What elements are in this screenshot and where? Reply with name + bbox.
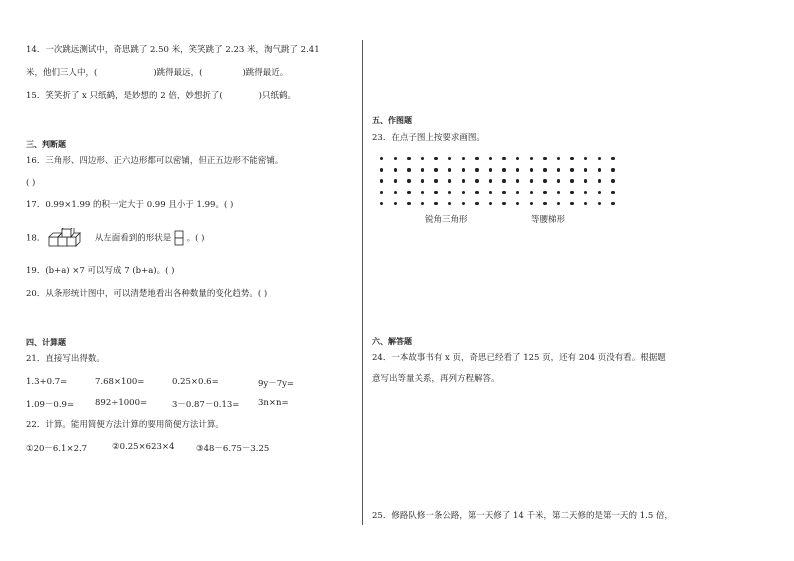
grid-dot <box>407 179 410 182</box>
grid-dot <box>448 179 451 182</box>
grid-dot <box>598 191 601 194</box>
q14-text-b: )跳得最远，( <box>153 68 203 78</box>
grid-dot <box>584 202 587 205</box>
grid-dot <box>502 191 505 194</box>
grid-dot <box>380 202 383 205</box>
grid-dot <box>394 191 397 194</box>
grid-dot <box>598 179 601 182</box>
grid-dot <box>611 191 614 194</box>
question-17: 17．0.99×1.99 的积一定大于 0.99 且小于 1.99。( ) <box>26 200 234 210</box>
grid-dot <box>394 157 397 160</box>
calc-item: 1.3+0.7= <box>26 377 68 387</box>
grid-dot <box>475 179 478 182</box>
grid-dot <box>434 168 437 171</box>
grid-dot <box>380 168 383 171</box>
grid-dot <box>489 168 492 171</box>
dot-grid[interactable] <box>380 157 625 209</box>
calc-item: ①20－6.1×2.7 <box>26 444 88 454</box>
grid-dot <box>502 168 505 171</box>
grid-dot <box>448 191 451 194</box>
grid-dot <box>462 191 465 194</box>
question-24-line-1: 24．一本故事书有 x 页，奇思已经看了 125 页，还有 204 页没有看。根据题 <box>372 353 666 363</box>
calc-item: ③48－6.75－3.25 <box>196 444 270 454</box>
grid-dot <box>421 168 424 171</box>
grid-dot <box>557 168 560 171</box>
grid-dot <box>434 202 437 205</box>
grid-dot <box>530 202 533 205</box>
q14-text-c: )跳得最近。 <box>242 68 289 78</box>
grid-dot <box>489 157 492 160</box>
grid-dot <box>434 179 437 182</box>
grid-dot <box>598 168 601 171</box>
grid-dot <box>489 202 492 205</box>
q14-text-a: 米，他们三人中，( <box>26 68 98 78</box>
grid-dot <box>570 168 573 171</box>
grid-dot <box>611 157 614 160</box>
calc-item: 892÷1000= <box>95 398 148 408</box>
grid-dot <box>543 168 546 171</box>
section-title-solving: 六、解答题 <box>372 337 412 346</box>
question-14-line-1: 14．一次跳远测试中，奇思跳了 2.50 米，笑笑跳了 2.23 米，淘气跳了 2.41 <box>26 45 320 55</box>
grid-dot <box>462 179 465 182</box>
grid-dot <box>380 179 383 182</box>
section-title-calculation: 四、计算题 <box>26 338 66 347</box>
grid-dot <box>516 202 519 205</box>
grid-dot <box>394 202 397 205</box>
grid-dot <box>462 157 465 160</box>
grid-dot <box>421 179 424 182</box>
q18-text-a: 从左面看到的形状是 <box>94 233 172 244</box>
grid-dot <box>557 202 560 205</box>
grid-dot <box>407 157 410 160</box>
grid-dot <box>407 191 410 194</box>
q18-text-b: 。( ) <box>186 233 205 244</box>
calc-item: 1.09－0.9= <box>26 400 75 410</box>
calc-item: 3－0.87－0.13= <box>172 400 240 410</box>
grid-dot <box>502 179 505 182</box>
grid-dot <box>434 157 437 160</box>
grid-dot <box>611 168 614 171</box>
grid-dot <box>530 157 533 160</box>
question-20: 20．从条形统计图中，可以清楚地看出各种数量的变化趋势。( ) <box>26 289 268 299</box>
grid-dot <box>380 191 383 194</box>
calc-item: 3n×n= <box>258 398 289 408</box>
grid-dot <box>598 157 601 160</box>
calc-item: 7.68×100= <box>95 377 145 387</box>
grid-dot <box>584 179 587 182</box>
grid-dot <box>394 168 397 171</box>
grid-dot <box>584 157 587 160</box>
grid-dot <box>407 202 410 205</box>
grid-dot <box>570 191 573 194</box>
question-24-line-2: 意写出等量关系，再列方程解答。 <box>372 374 500 384</box>
grid-dot <box>543 179 546 182</box>
question-19: 19．(b+a) ×7 可以写成 7 (b+a)。( ) <box>26 266 175 276</box>
q18-number: 18． <box>26 233 46 244</box>
column-divider <box>362 40 363 525</box>
grid-dot <box>448 202 451 205</box>
grid-dot <box>611 202 614 205</box>
question-14-line-2 <box>26 68 288 79</box>
grid-dot <box>611 179 614 182</box>
grid-dot <box>543 202 546 205</box>
section-title-judgement: 三、判断题 <box>26 140 66 149</box>
grid-dot <box>516 168 519 171</box>
grid-dot <box>584 168 587 171</box>
grid-dot <box>394 179 397 182</box>
grid-dot <box>489 191 492 194</box>
grid-dot <box>407 168 410 171</box>
grid-dot <box>530 179 533 182</box>
dot-grid-label-triangle: 锐角三角形 <box>425 215 468 225</box>
grid-dot <box>475 191 478 194</box>
grid-dot <box>448 157 451 160</box>
grid-dot <box>448 168 451 171</box>
question-16-paren[interactable]: ( ) <box>26 178 36 188</box>
grid-dot <box>434 191 437 194</box>
section-title-drawing: 五、作图题 <box>372 116 412 125</box>
q15-text-b: )只纸鹤。 <box>258 91 296 101</box>
grid-dot <box>489 179 492 182</box>
left-view-shape <box>174 230 184 246</box>
grid-dot <box>557 191 560 194</box>
grid-dot <box>557 179 560 182</box>
grid-dot <box>557 157 560 160</box>
grid-dot <box>543 157 546 160</box>
question-18 <box>26 228 205 249</box>
grid-dot <box>380 157 383 160</box>
grid-dot <box>421 157 424 160</box>
dot-grid-label-trapezoid: 等腰梯形 <box>531 215 566 225</box>
question-16: 16．三角形、四边形、正六边形都可以密铺，但正五边形不能密铺。 <box>26 156 284 166</box>
grid-dot <box>598 202 601 205</box>
question-21: 21．直接写出得数。 <box>26 354 105 364</box>
grid-dot <box>475 157 478 160</box>
grid-dot <box>543 191 546 194</box>
question-25: 25．修路队修一条公路，第一天修了 14 千米，第二天修的是第一天的 1.5 倍， <box>372 511 673 521</box>
grid-dot <box>502 157 505 160</box>
q15-text-a: 15．笑笑折了 x 只纸鹤，是妙想的 2 倍，妙想折了( <box>26 91 223 101</box>
grid-dot <box>421 191 424 194</box>
calc-item: 9y－7y= <box>258 379 295 389</box>
grid-dot <box>516 157 519 160</box>
calc-item: ②0.25×623×4 <box>112 442 175 452</box>
question-15 <box>26 91 296 102</box>
calc-item: 0.25×0.6= <box>172 377 219 387</box>
grid-dot <box>570 179 573 182</box>
grid-dot <box>570 202 573 205</box>
grid-dot <box>516 191 519 194</box>
grid-dot <box>421 202 424 205</box>
grid-dot <box>462 202 465 205</box>
grid-dot <box>502 202 505 205</box>
grid-dot <box>475 202 478 205</box>
grid-dot <box>475 168 478 171</box>
question-23: 23．在点子图上按要求画图。 <box>372 133 485 143</box>
cube-stack-figure <box>48 228 92 248</box>
grid-dot <box>530 191 533 194</box>
grid-dot <box>516 179 519 182</box>
grid-dot <box>584 191 587 194</box>
question-22: 22．计算。能用简便方法计算的要用简便方法计算。 <box>26 420 224 430</box>
grid-dot <box>462 168 465 171</box>
grid-dot <box>530 168 533 171</box>
grid-dot <box>570 157 573 160</box>
